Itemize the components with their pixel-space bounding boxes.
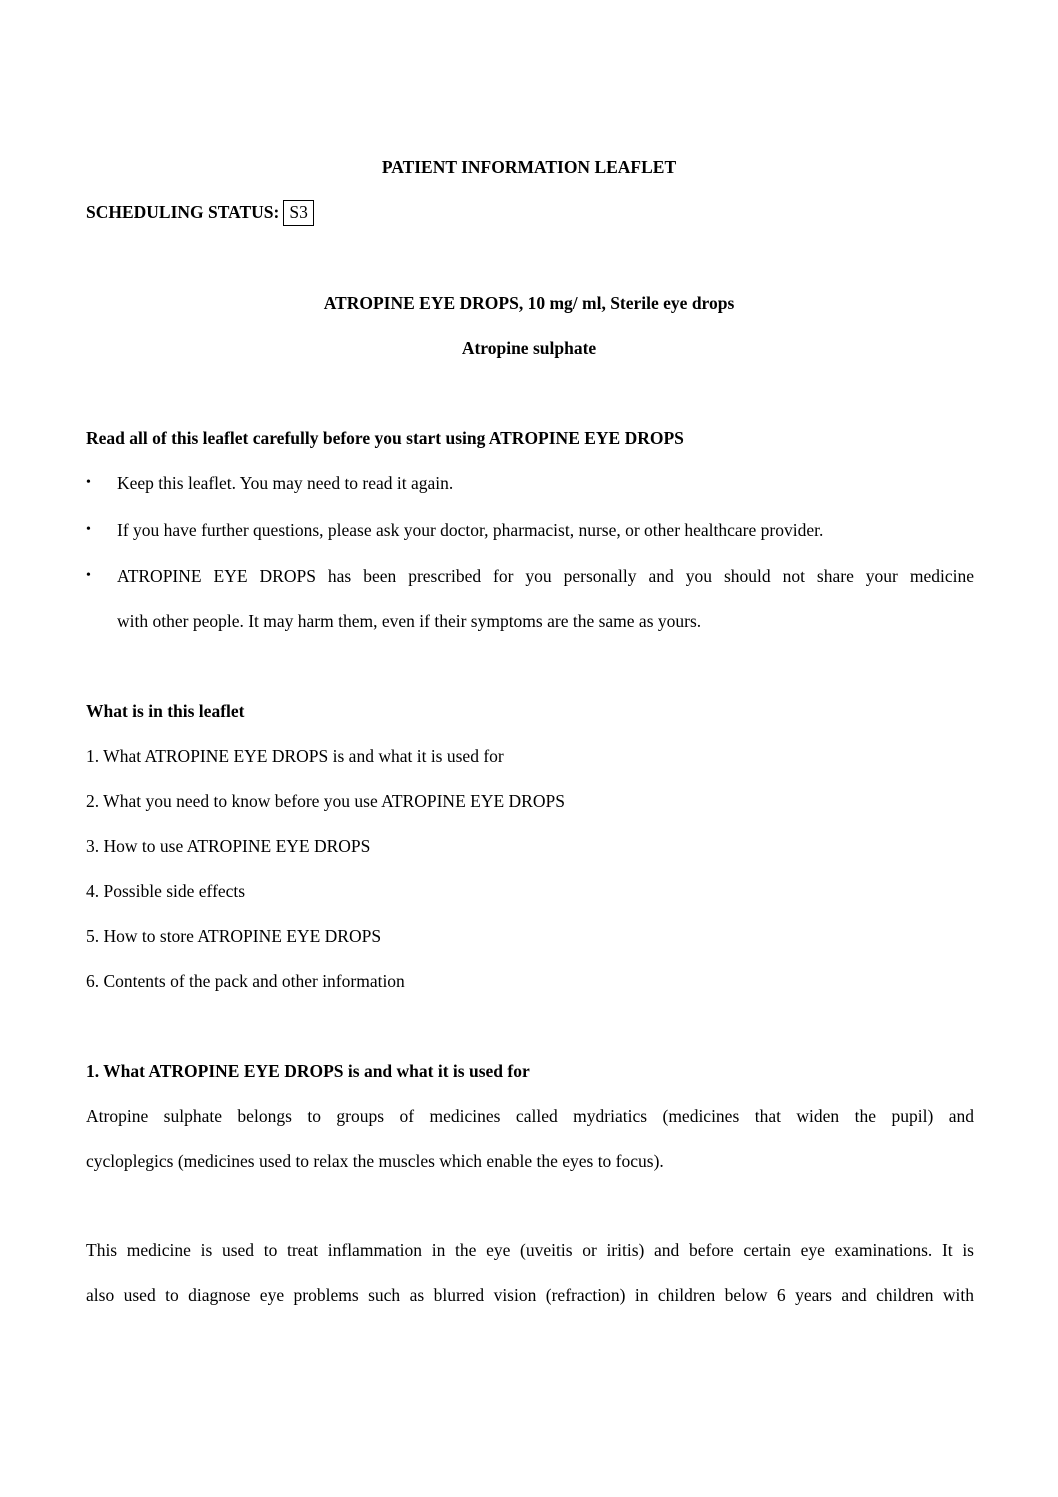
contents-item: 3. How to use ATROPINE EYE DROPS	[86, 836, 371, 856]
read-all-heading: Read all of this leaflet carefully before you start using ATROPINE EYE DROPS	[86, 428, 684, 448]
contents-item: 4. Possible side effects	[86, 881, 246, 901]
active-ingredient: Atropine sulphate	[461, 338, 597, 358]
leaflet-title: PATIENT INFORMATION LEAFLET	[381, 157, 677, 177]
contents-item: 2. What you need to know before you use ATROPINE EYE DROPS	[86, 791, 565, 811]
section-1-paragraph-line: cycloplegics (medicines used to relax the muscles which enable the eyes to focus).	[86, 1151, 664, 1171]
contents-item: 5. How to store ATROPINE EYE DROPS	[86, 926, 382, 946]
bullet-item: If you have further questions, please ask your doctor, pharmacist, nurse, or other healthcare provider.	[117, 520, 824, 540]
section-1-paragraph-line: Atropine sulphate belongs to groups of medicines called mydriatics (medicines that widen the pupil) and	[86, 1106, 974, 1126]
scheduling-status-label: SCHEDULING STATUS:	[86, 202, 280, 222]
product-name: ATROPINE EYE DROPS, 10 mg/ ml, Sterile eye drops	[323, 293, 735, 313]
scheduling-status	[86, 200, 314, 226]
section-1-paragraph-line: This medicine is used to treat inflammation in the eye (uveitis or iritis) and before certain eye examinations. It is	[86, 1240, 974, 1260]
bullet-item-continuation: with other people. It may harm them, even if their symptoms are the same as yours.	[117, 611, 702, 631]
section-1-paragraph-line: also used to diagnose eye problems such as blurred vision (refraction) in children below 6 years and children with	[86, 1285, 974, 1305]
contents-heading: What is in this leaflet	[86, 701, 245, 721]
contents-item: 1. What ATROPINE EYE DROPS is and what it is used for	[86, 746, 504, 766]
scheduling-status-badge: S3	[283, 200, 313, 226]
bullet-icon: •	[86, 522, 91, 537]
contents-item: 6. Contents of the pack and other information	[86, 971, 405, 991]
bullet-icon: •	[86, 568, 91, 583]
bullet-item: Keep this leaflet. You may need to read it again.	[117, 473, 454, 493]
bullet-item: ATROPINE EYE DROPS has been prescribed for you personally and you should not share your medicine	[117, 566, 974, 586]
section-1-heading: 1. What ATROPINE EYE DROPS is and what it is used for	[86, 1061, 530, 1081]
bullet-icon: •	[86, 475, 91, 490]
